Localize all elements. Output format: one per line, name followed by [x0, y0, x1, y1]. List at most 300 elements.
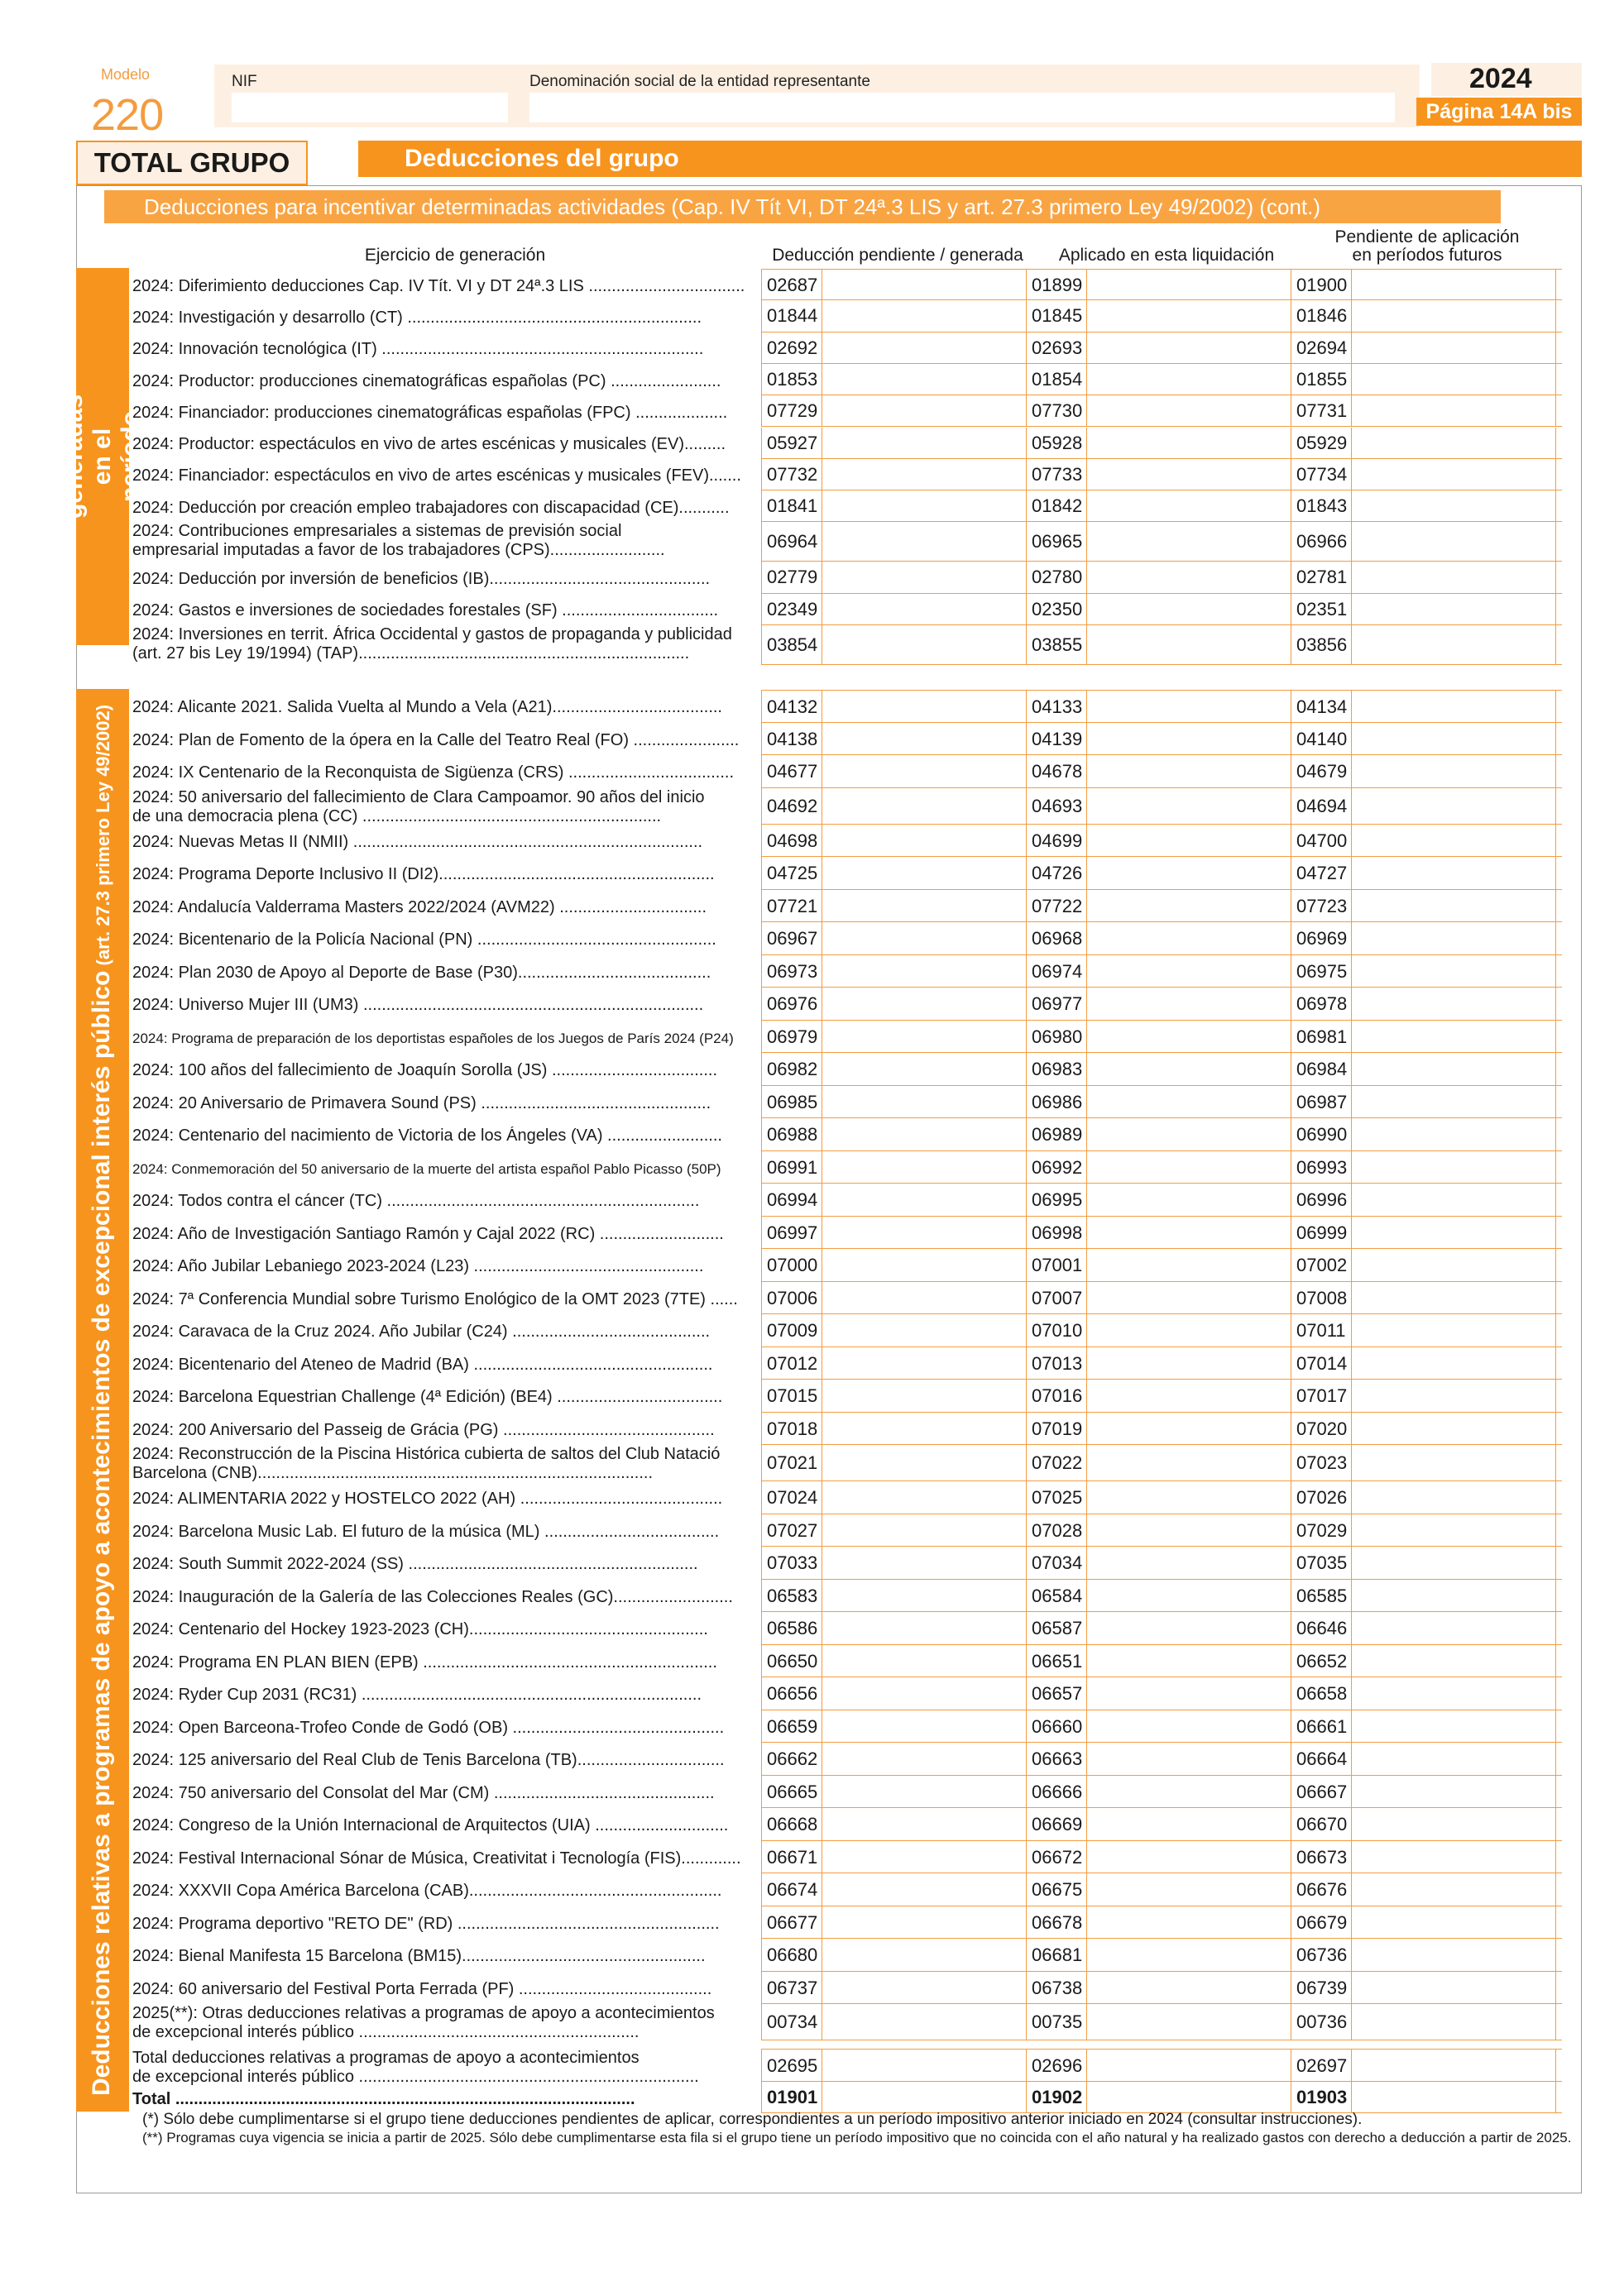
row-description: 2024: Centenario del Hockey 1923-2023 (CH).................................................... — [132, 1620, 708, 1639]
amount-input[interactable] — [822, 1547, 1027, 1579]
row-cells — [761, 1808, 1562, 1841]
row-description: 2024: ALIMENTARIA 2022 y HOSTELCO 2022 (AH) ............................................ — [132, 1490, 723, 1509]
amount-input[interactable] — [822, 1445, 1027, 1480]
row-description: 2024: Inauguración de la Galería de las Colecciones Reales (GC).......................... — [132, 1587, 733, 1606]
table-row — [132, 1249, 1562, 1282]
amount-input[interactable] — [1087, 955, 1291, 988]
table-row — [132, 1939, 1562, 1972]
box-code: 04698 — [761, 825, 822, 857]
box-code: 06999 — [1291, 1217, 1352, 1249]
amount-input[interactable] — [1087, 1972, 1291, 2004]
amount-input[interactable] — [822, 1710, 1027, 1743]
box-code: 02780 — [1026, 562, 1087, 592]
box-code: 07019 — [1026, 1413, 1087, 1445]
amount-input[interactable] — [1352, 395, 1556, 426]
table-row — [132, 1086, 1562, 1119]
amount-input[interactable] — [822, 890, 1027, 922]
amount-input[interactable] — [822, 1249, 1027, 1281]
row-cells — [761, 1151, 1562, 1184]
amount-input[interactable] — [822, 1612, 1027, 1644]
amount-input[interactable] — [1352, 1445, 1556, 1480]
denominacion-field[interactable] — [529, 93, 1395, 122]
amount-input[interactable] — [1087, 625, 1291, 664]
amount-input[interactable] — [822, 922, 1027, 954]
amount-input[interactable] — [1087, 988, 1291, 1020]
amount-input[interactable] — [822, 1939, 1027, 1971]
box-code: 07732 — [761, 459, 822, 490]
row-description: 2024: Congreso de la Unión Internacional de Arquitectos (UIA) ............................. — [132, 1816, 729, 1835]
amount-input[interactable] — [822, 364, 1027, 395]
amount-input[interactable] — [822, 522, 1027, 561]
amount-input[interactable] — [1352, 1118, 1556, 1150]
amount-input[interactable] — [1087, 490, 1291, 521]
box-code: 06583 — [761, 1580, 822, 1612]
amount-input[interactable] — [1352, 522, 1556, 561]
amount-input[interactable] — [822, 691, 1027, 722]
amount-input[interactable] — [822, 428, 1027, 458]
amount-input[interactable] — [1352, 2082, 1556, 2112]
amount-input[interactable] — [1087, 1053, 1291, 1085]
amount-input[interactable] — [822, 1380, 1027, 1412]
amount-input[interactable] — [1087, 723, 1291, 755]
amount-input[interactable] — [822, 2050, 1027, 2081]
table-row — [132, 2082, 1562, 2113]
table-row — [132, 269, 1562, 300]
amount-input[interactable] — [1087, 300, 1291, 331]
row-description: 2024: Bicentenario de la Policía Nacional (PN) .................................................... — [132, 930, 716, 949]
side-text-section2 — [88, 705, 117, 2096]
amount-input[interactable] — [1087, 428, 1291, 458]
amount-input[interactable] — [1087, 562, 1291, 592]
box-code: 02693 — [1026, 332, 1087, 363]
amount-input[interactable] — [1087, 1906, 1291, 1939]
amount-input[interactable] — [1352, 364, 1556, 395]
table-row — [132, 1710, 1562, 1744]
amount-input[interactable] — [1352, 1481, 1556, 1514]
box-code: 06680 — [761, 1939, 822, 1971]
row-cells — [761, 988, 1562, 1021]
box-code: 07011 — [1291, 1314, 1352, 1347]
box-code: 06984 — [1291, 1053, 1352, 1085]
amount-input[interactable] — [1087, 825, 1291, 857]
nif-field[interactable] — [232, 93, 508, 122]
amount-input[interactable] — [1087, 1118, 1291, 1150]
row-description: 2024: XXXVII Copa América Barcelona (CAB)....................................................... — [132, 1882, 722, 1901]
footnotes — [142, 2111, 1574, 2147]
box-code: 07034 — [1026, 1547, 1087, 1579]
box-code: 06987 — [1291, 1086, 1352, 1118]
box-code: 06661 — [1291, 1710, 1352, 1743]
row-description: 2024: Deducción por creación empleo trabajadores con discapacidad (CE)........... — [132, 498, 730, 517]
amount-input[interactable] — [1087, 1547, 1291, 1579]
amount-input[interactable] — [822, 988, 1027, 1020]
amount-input[interactable] — [1087, 1413, 1291, 1445]
amount-input[interactable] — [1087, 594, 1291, 624]
amount-input[interactable] — [1087, 1645, 1291, 1677]
col-aplicado: Aplicado en esta liquidación — [1058, 246, 1275, 265]
amount-input[interactable] — [822, 1873, 1027, 1906]
amount-input[interactable] — [822, 1808, 1027, 1840]
amount-input[interactable] — [1352, 825, 1556, 857]
amount-input[interactable] — [1087, 1445, 1291, 1480]
row-description: 2024: Alicante 2021. Salida Vuelta al Mundo a Vela (A21)..................................... — [132, 698, 722, 717]
amount-input[interactable] — [1352, 1743, 1556, 1775]
amount-input[interactable] — [1087, 1282, 1291, 1314]
box-code: 06997 — [761, 1217, 822, 1249]
row-description: 2024: Centenario del nacimiento de Victoria de los Ángeles (VA) ......................... — [132, 1126, 722, 1146]
box-code: 01901 — [761, 2082, 822, 2112]
box-code: 07026 — [1291, 1481, 1352, 1514]
row-description: 2024: Barcelona Equestrian Challenge (4ª Edición) (BE4) .................................... — [132, 1388, 723, 1407]
amount-input[interactable] — [1352, 1939, 1556, 1971]
box-code: 07731 — [1291, 395, 1352, 426]
amount-input[interactable] — [1087, 755, 1291, 787]
row-cells — [761, 1710, 1562, 1744]
row-description: 2024: Programa de preparación de los deportistas españoles de los Juegos de París 2024 (P24) — [132, 1030, 734, 1046]
box-code: 04140 — [1291, 723, 1352, 755]
amount-input[interactable] — [1352, 1053, 1556, 1085]
amount-input[interactable] — [822, 1184, 1027, 1216]
amount-input[interactable] — [1087, 1347, 1291, 1380]
row-cells — [761, 1776, 1562, 1809]
box-code: 05927 — [761, 428, 822, 458]
box-code: 07001 — [1026, 1249, 1087, 1281]
amount-input[interactable] — [822, 1972, 1027, 2004]
box-code: 07025 — [1026, 1481, 1087, 1514]
amount-input[interactable] — [822, 1314, 1027, 1347]
amount-input[interactable] — [1352, 1021, 1556, 1053]
amount-input[interactable] — [1352, 1514, 1556, 1547]
col-pendiente-generada: Deducción pendiente / generada — [772, 246, 1023, 265]
box-code: 06656 — [761, 1677, 822, 1710]
box-code: 06678 — [1026, 1906, 1087, 1939]
amount-input[interactable] — [1087, 2082, 1291, 2112]
amount-input[interactable] — [1087, 1612, 1291, 1644]
amount-input[interactable] — [1087, 691, 1291, 722]
row-description: 2024: Financiador: producciones cinematográficas españolas (FPC) .................... — [132, 403, 728, 422]
amount-input[interactable] — [1087, 1743, 1291, 1775]
amount-input[interactable] — [1352, 1347, 1556, 1380]
box-code: 07033 — [761, 1547, 822, 1579]
amount-input[interactable] — [1087, 332, 1291, 363]
amount-input[interactable] — [1352, 2004, 1556, 2040]
amount-input[interactable] — [1352, 1710, 1556, 1743]
table-row — [132, 1380, 1562, 1413]
amount-input[interactable] — [1087, 1776, 1291, 1808]
box-code: 04679 — [1291, 755, 1352, 787]
row-description: 2024: 7ª Conferencia Mundial sobre Turismo Enológico de la OMT 2023 (7TE) ...... — [132, 1289, 738, 1308]
table-row — [132, 1514, 1562, 1547]
table-row — [132, 1972, 1562, 2005]
amount-input[interactable] — [822, 562, 1027, 592]
amount-input[interactable] — [822, 788, 1027, 824]
amount-input[interactable] — [1352, 332, 1556, 363]
amount-input[interactable] — [822, 1906, 1027, 1939]
box-code: 06664 — [1291, 1743, 1352, 1775]
amount-input[interactable] — [1352, 270, 1556, 299]
amount-input[interactable] — [822, 1086, 1027, 1118]
box-code: 06738 — [1026, 1972, 1087, 2004]
amount-input[interactable] — [822, 490, 1027, 521]
box-code: 06978 — [1291, 988, 1352, 1020]
amount-input[interactable] — [1087, 1314, 1291, 1347]
box-code: 06996 — [1291, 1184, 1352, 1216]
row-description: 2024: Inversiones en territ. África Occidental y gastos de propaganda y publicidad (art. 27 bis Ley 19/1994) (TAP)........................................................................ — [132, 625, 732, 662]
row-cells — [761, 1841, 1562, 1874]
amount-input[interactable] — [1352, 1249, 1556, 1281]
table-row — [132, 1906, 1562, 1940]
amount-input[interactable] — [822, 857, 1027, 889]
amount-input[interactable] — [1352, 1547, 1556, 1579]
row-cells — [761, 594, 1562, 625]
row-cells — [761, 788, 1562, 825]
box-code: 06659 — [761, 1710, 822, 1743]
table-row — [132, 922, 1562, 955]
row-description: 2024: Ryder Cup 2031 (RC31) .......................................................................... — [132, 1686, 702, 1705]
nif-label: NIF — [232, 73, 257, 90]
box-code: 04693 — [1026, 788, 1087, 824]
amount-input[interactable] — [1087, 1808, 1291, 1840]
row-description: 2024: Contribuciones empresariales a sistemas de previsión social empresarial imputadas a favor de los trabajadores (CPS)......................... — [132, 522, 665, 560]
amount-input[interactable] — [1352, 1184, 1556, 1216]
amount-input[interactable] — [1087, 1580, 1291, 1612]
amount-input[interactable] — [1352, 1580, 1556, 1612]
amount-input[interactable] — [1087, 1514, 1291, 1547]
box-code: 07014 — [1291, 1347, 1352, 1380]
amount-input[interactable] — [822, 395, 1027, 426]
amount-input[interactable] — [822, 300, 1027, 331]
modelo-label: Modelo — [101, 66, 151, 83]
amount-input[interactable] — [822, 755, 1027, 787]
table-row — [132, 955, 1562, 988]
amount-input[interactable] — [822, 1841, 1027, 1873]
amount-input[interactable] — [1087, 1710, 1291, 1743]
amount-input[interactable] — [1352, 988, 1556, 1020]
box-code: 01843 — [1291, 490, 1352, 521]
table-row — [132, 857, 1562, 890]
amount-input[interactable] — [1087, 1481, 1291, 1514]
box-code: 06737 — [761, 1972, 822, 2004]
row-description: 2024: 200 Aniversario del Passeig de Grácia (PG) .............................................. — [132, 1420, 715, 1439]
table-row — [132, 490, 1562, 522]
amount-input[interactable] — [1087, 459, 1291, 490]
box-code: 06652 — [1291, 1645, 1352, 1677]
footnote-1: (*) Sólo debe cumplimentarse si el grupo tiene deducciones pendientes de aplicar, correspondientes a un período impositivo anterior iniciado en 2024 (consultar instrucciones). — [142, 2111, 1363, 2128]
box-code: 04726 — [1026, 857, 1087, 889]
amount-input[interactable] — [1352, 1612, 1556, 1644]
row-description: 2024: Año Jubilar Lebaniego 2023-2024 (L23) .................................................. — [132, 1257, 704, 1276]
amount-input[interactable] — [822, 1514, 1027, 1547]
amount-input[interactable] — [1352, 788, 1556, 824]
row-description: 2024: Caravaca de la Cruz 2024. Año Jubilar (C24) ........................................... — [132, 1323, 711, 1342]
box-code: 03855 — [1026, 625, 1087, 664]
box-code: 02350 — [1026, 594, 1087, 624]
amount-input[interactable] — [1352, 1808, 1556, 1840]
amount-input[interactable] — [822, 459, 1027, 490]
row-description: 2024: Innovación tecnológica (IT) ...................................................................... — [132, 340, 704, 359]
row-cells — [761, 490, 1562, 522]
box-code: 06988 — [761, 1118, 822, 1150]
amount-input[interactable] — [822, 1580, 1027, 1612]
amount-input[interactable] — [1352, 723, 1556, 755]
box-code: 06979 — [761, 1021, 822, 1053]
row-cells — [761, 1314, 1562, 1347]
amount-input[interactable] — [1352, 625, 1556, 664]
amount-input[interactable] — [1352, 1841, 1556, 1873]
box-code: 04700 — [1291, 825, 1352, 857]
row-description: 2024: Plan de Fomento de la ópera en la Calle del Teatro Real (FO) ....................... — [132, 730, 740, 749]
amount-input[interactable] — [1087, 2050, 1291, 2081]
amount-input[interactable] — [1352, 562, 1556, 592]
amount-input[interactable] — [1352, 755, 1556, 787]
amount-input[interactable] — [1352, 890, 1556, 922]
amount-input[interactable] — [1352, 2050, 1556, 2081]
amount-input[interactable] — [1352, 1314, 1556, 1347]
box-code: 06968 — [1026, 922, 1087, 954]
box-code: 02779 — [761, 562, 822, 592]
amount-input[interactable] — [1352, 459, 1556, 490]
amount-input[interactable] — [822, 1743, 1027, 1775]
box-code: 02692 — [761, 332, 822, 363]
amount-input[interactable] — [822, 332, 1027, 363]
amount-input[interactable] — [1087, 1151, 1291, 1184]
row-cells — [761, 1677, 1562, 1710]
box-code: 07023 — [1291, 1445, 1352, 1480]
amount-input[interactable] — [822, 955, 1027, 988]
row-description: 2024: Productor: producciones cinematográficas españolas (PC) ........................ — [132, 371, 721, 390]
amount-input[interactable] — [1087, 1873, 1291, 1906]
amount-input[interactable] — [1087, 1217, 1291, 1249]
amount-input[interactable] — [1352, 857, 1556, 889]
amount-input[interactable] — [822, 1776, 1027, 1808]
box-code: 07010 — [1026, 1314, 1087, 1347]
amount-input[interactable] — [1352, 1906, 1556, 1939]
amount-input[interactable] — [1352, 1972, 1556, 2004]
row-description: 2024: 750 aniversario del Consolat del Mar (CM) ................................................ — [132, 1783, 715, 1802]
amount-input[interactable] — [822, 1151, 1027, 1184]
amount-input[interactable] — [1087, 1380, 1291, 1412]
row-description: Total deducciones relativas a programas de apoyo a acontecimientos de excepcional interés público .......................................................................... — [132, 2049, 699, 2086]
box-code: 07029 — [1291, 1514, 1352, 1547]
amount-input[interactable] — [822, 1282, 1027, 1314]
amount-input[interactable] — [1087, 922, 1291, 954]
page-label: Página 14A bis — [1416, 98, 1582, 126]
row-cells — [761, 562, 1562, 593]
side-text-section1: Deducciones generadas en el período impositivo — [32, 379, 172, 534]
amount-input[interactable] — [1087, 1677, 1291, 1710]
amount-input[interactable] — [822, 2082, 1027, 2112]
amount-input[interactable] — [1087, 1841, 1291, 1873]
amount-input[interactable] — [1352, 691, 1556, 722]
amount-input[interactable] — [1087, 364, 1291, 395]
amount-input[interactable] — [1352, 1151, 1556, 1184]
row-cells — [761, 1906, 1562, 1940]
box-code: 01853 — [761, 364, 822, 395]
amount-input[interactable] — [1087, 788, 1291, 824]
box-code: 06992 — [1026, 1151, 1087, 1184]
table-row — [132, 1347, 1562, 1380]
row-description: 2024: 60 aniversario del Festival Porta Ferrada (PF) .......................................... — [132, 1979, 712, 1998]
box-code: 01899 — [1026, 270, 1087, 299]
amount-input[interactable] — [822, 1347, 1027, 1380]
row-cells — [761, 1873, 1562, 1906]
box-code: 07035 — [1291, 1547, 1352, 1579]
row-description: 2024: Universo Mujer III (UM3) .......................................................................... — [132, 996, 704, 1015]
amount-input[interactable] — [1087, 1184, 1291, 1216]
box-code: 07013 — [1026, 1347, 1087, 1380]
amount-input[interactable] — [1352, 1217, 1556, 1249]
amount-input[interactable] — [1352, 1413, 1556, 1445]
amount-input[interactable] — [1087, 890, 1291, 922]
amount-input[interactable] — [1352, 300, 1556, 331]
box-code: 00735 — [1026, 2004, 1087, 2040]
box-code: 04725 — [761, 857, 822, 889]
box-code: 07006 — [761, 1282, 822, 1314]
amount-input[interactable] — [822, 1481, 1027, 1514]
amount-input[interactable] — [1352, 1645, 1556, 1677]
amount-input[interactable] — [1352, 1282, 1556, 1314]
amount-input[interactable] — [1352, 1380, 1556, 1412]
box-code: 04677 — [761, 755, 822, 787]
amount-input[interactable] — [822, 1677, 1027, 1710]
amount-input[interactable] — [1087, 1021, 1291, 1053]
amount-input[interactable] — [1352, 1873, 1556, 1906]
amount-input[interactable] — [1352, 1677, 1556, 1710]
amount-input[interactable] — [1352, 428, 1556, 458]
box-code: 01841 — [761, 490, 822, 521]
amount-input[interactable] — [1352, 922, 1556, 954]
amount-input[interactable] — [822, 1645, 1027, 1677]
table-row — [132, 332, 1562, 364]
box-code: 07721 — [761, 890, 822, 922]
row-description: 2024: South Summit 2022-2024 (SS) ............................................................... — [132, 1555, 698, 1574]
amount-input[interactable] — [822, 825, 1027, 857]
amount-input[interactable] — [822, 625, 1027, 664]
amount-input[interactable] — [1087, 1249, 1291, 1281]
amount-input[interactable] — [822, 270, 1027, 299]
box-code: 04132 — [761, 691, 822, 722]
amount-input[interactable] — [1087, 1939, 1291, 1971]
amount-input[interactable] — [1087, 2004, 1291, 2040]
amount-input[interactable] — [822, 594, 1027, 624]
amount-input[interactable] — [1352, 594, 1556, 624]
table-row — [132, 1282, 1562, 1315]
amount-input[interactable] — [822, 1053, 1027, 1085]
amount-input[interactable] — [822, 2004, 1027, 2040]
amount-input[interactable] — [1352, 955, 1556, 988]
amount-input[interactable] — [822, 1413, 1027, 1445]
box-code: 07015 — [761, 1380, 822, 1412]
box-code: 06675 — [1026, 1873, 1087, 1906]
amount-input[interactable] — [822, 1118, 1027, 1150]
amount-input[interactable] — [1087, 395, 1291, 426]
amount-input[interactable] — [1087, 522, 1291, 561]
row-description: 2024: Bienal Manifesta 15 Barcelona (BM15)..................................................... — [132, 1947, 706, 1966]
box-code: 06985 — [761, 1086, 822, 1118]
row-cells — [761, 1514, 1562, 1547]
amount-input[interactable] — [1087, 1086, 1291, 1118]
amount-input[interactable] — [1352, 490, 1556, 521]
amount-input[interactable] — [822, 723, 1027, 755]
amount-input[interactable] — [1352, 1776, 1556, 1808]
amount-input[interactable] — [1087, 270, 1291, 299]
box-code: 06651 — [1026, 1645, 1087, 1677]
row-cells — [761, 428, 1562, 459]
amount-input[interactable] — [1087, 857, 1291, 889]
amount-input[interactable] — [822, 1021, 1027, 1053]
amount-input[interactable] — [822, 1217, 1027, 1249]
amount-input[interactable] — [1352, 1086, 1556, 1118]
